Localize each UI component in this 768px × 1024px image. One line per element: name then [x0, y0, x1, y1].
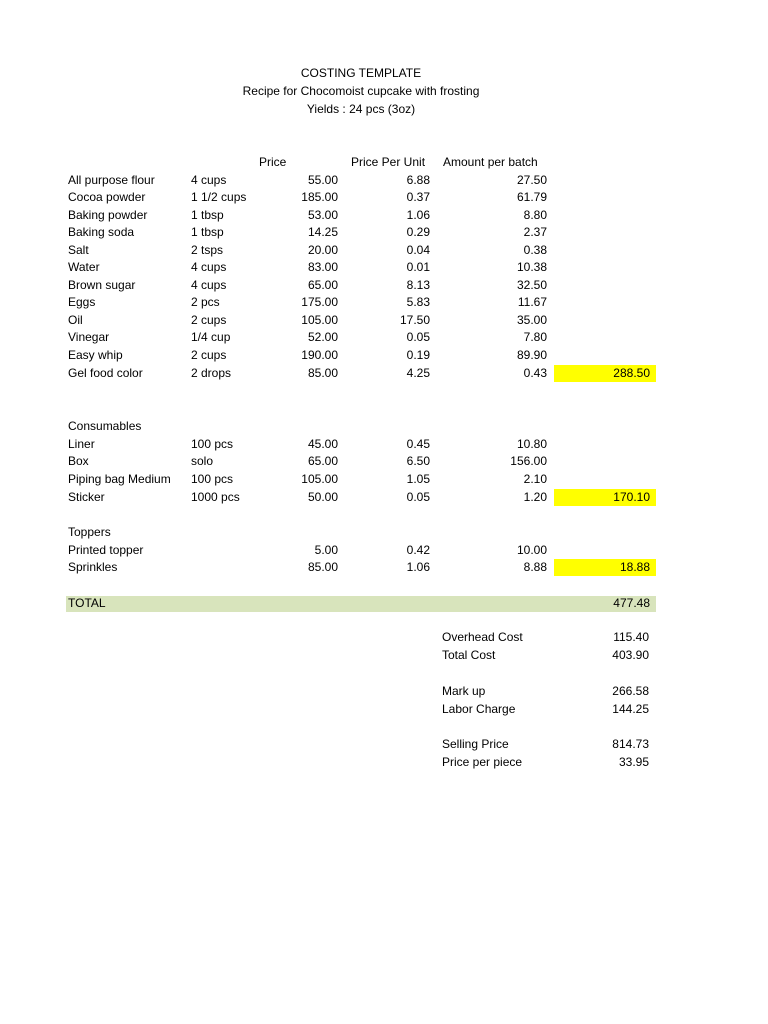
table-row [0, 207, 768, 224]
item-name: Piping bag Medium [68, 472, 171, 486]
item-qty: 4 cups [191, 278, 227, 292]
item-amount: 10.80 [516, 437, 547, 451]
table-row [0, 259, 768, 276]
summary-row [0, 647, 768, 664]
amount-per-batch-column-header: Amount per batch [443, 155, 538, 169]
item-amount: 32.50 [516, 278, 547, 292]
toppers-label: Toppers [68, 525, 111, 539]
item-amount: 8.88 [523, 560, 547, 574]
item-name: Salt [68, 243, 89, 257]
item-price: 83.00 [307, 260, 338, 274]
table-row [0, 277, 768, 294]
item-name: Vinegar [68, 330, 110, 344]
summary-row [0, 629, 768, 646]
item-amount: 89.90 [516, 348, 547, 362]
total-value: 477.48 [613, 596, 650, 610]
item-price-per-unit: 1.05 [406, 472, 430, 486]
item-name: Sticker [68, 490, 105, 504]
yields-line: Yields : 24 pcs (3oz) [306, 102, 416, 116]
item-price: 65.00 [307, 454, 338, 468]
table-row [0, 347, 768, 364]
item-price-per-unit: 0.45 [406, 437, 430, 451]
item-amount: 10.38 [516, 260, 547, 274]
column-header-row [0, 154, 768, 171]
item-price: 53.00 [307, 208, 338, 222]
item-price: 175.00 [301, 295, 338, 309]
ingredients-subtotal: 288.50 [554, 365, 656, 382]
item-amount: 2.10 [523, 472, 547, 486]
item-name: All purpose flour [68, 173, 155, 187]
item-amount: 1.20 [523, 490, 547, 504]
item-price-per-unit: 1.06 [406, 208, 430, 222]
item-name: Liner [68, 437, 95, 451]
item-name: Brown sugar [68, 278, 136, 292]
summary-label: Mark up [442, 684, 486, 698]
toppers-subtotal: 18.88 [554, 559, 656, 576]
item-price-per-unit: 6.50 [406, 454, 430, 468]
summary-value: 814.73 [612, 737, 649, 751]
table-row [0, 559, 768, 576]
item-price: 55.00 [307, 173, 338, 187]
item-amount: 0.43 [523, 366, 547, 380]
table-row [0, 365, 768, 382]
price-per-unit-column-header: Price Per Unit [351, 155, 426, 169]
total-label: TOTAL [68, 596, 106, 610]
item-qty: 1 tbsp [191, 208, 224, 222]
table-row [0, 189, 768, 206]
item-qty: 100 pcs [191, 437, 234, 451]
item-name: Water [68, 260, 100, 274]
item-price: 20.00 [307, 243, 338, 257]
item-price-per-unit: 4.25 [406, 366, 430, 380]
item-price: 105.00 [301, 313, 338, 327]
table-row [0, 242, 768, 259]
item-amount: 7.80 [523, 330, 547, 344]
sheet-title: COSTING TEMPLATE [300, 66, 422, 80]
item-amount: 0.38 [523, 243, 547, 257]
item-price-per-unit: 0.05 [406, 330, 430, 344]
item-amount: 156.00 [510, 454, 547, 468]
item-qty: 1 tbsp [191, 225, 224, 239]
item-price-per-unit: 0.19 [406, 348, 430, 362]
item-qty: solo [191, 454, 214, 468]
summary-value: 33.95 [618, 755, 649, 769]
item-qty: 1 1/2 cups [191, 190, 247, 204]
item-amount: 2.37 [523, 225, 547, 239]
item-price-per-unit: 6.88 [406, 173, 430, 187]
table-row [0, 542, 768, 559]
item-amount: 11.67 [517, 295, 547, 309]
item-name: Printed topper [68, 543, 144, 557]
table-row [0, 224, 768, 241]
item-price-per-unit: 0.42 [406, 543, 430, 557]
item-amount: 27.50 [516, 173, 547, 187]
item-price: 65.00 [307, 278, 338, 292]
summary-row [0, 683, 768, 700]
item-price-per-unit: 0.01 [406, 260, 430, 274]
summary-value: 115.40 [613, 630, 649, 644]
item-price-per-unit: 17.50 [399, 313, 430, 327]
table-row [0, 453, 768, 470]
summary-row [0, 754, 768, 771]
item-name: Easy whip [68, 348, 123, 362]
item-price: 105.00 [301, 472, 338, 486]
item-qty: 2 cups [191, 313, 227, 327]
item-price: 5.00 [314, 543, 338, 557]
item-name: Box [68, 454, 89, 468]
item-qty: 2 tsps [191, 243, 224, 257]
item-price: 190.00 [301, 348, 338, 362]
summary-value: 403.90 [612, 648, 649, 662]
table-row [0, 294, 768, 311]
item-price: 14.25 [307, 225, 338, 239]
table-row [0, 172, 768, 189]
item-price-per-unit: 0.37 [406, 190, 430, 204]
recipe-title: Recipe for Chocomoist cupcake with frosting [242, 84, 480, 98]
item-qty: 100 pcs [191, 472, 234, 486]
item-amount: 61.79 [516, 190, 547, 204]
item-amount: 35.00 [516, 313, 547, 327]
item-qty: 2 cups [191, 348, 227, 362]
item-name: Baking powder [68, 208, 148, 222]
item-price-per-unit: 0.05 [406, 490, 430, 504]
summary-value: 144.25 [612, 702, 649, 716]
summary-label: Labor Charge [442, 702, 516, 716]
item-price: 50.00 [307, 490, 338, 504]
item-price-per-unit: 0.04 [406, 243, 430, 257]
item-amount: 10.00 [516, 543, 547, 557]
consumables-label: Consumables [68, 419, 142, 433]
summary-label: Total Cost [442, 648, 496, 662]
table-row [0, 436, 768, 453]
item-price-per-unit: 5.83 [406, 295, 430, 309]
item-price: 85.00 [307, 366, 338, 380]
item-name: Eggs [68, 295, 96, 309]
item-price: 45.00 [307, 437, 338, 451]
item-qty: 1/4 cup [191, 330, 231, 344]
summary-row [0, 736, 768, 753]
item-qty: 4 cups [191, 260, 227, 274]
table-row [0, 489, 768, 506]
section-header [0, 524, 768, 541]
total-row [0, 595, 768, 612]
item-price-per-unit: 0.29 [406, 225, 430, 239]
item-qty: 2 drops [191, 366, 232, 380]
item-price: 52.00 [307, 330, 338, 344]
table-row [0, 471, 768, 488]
item-price-per-unit: 1.06 [406, 560, 430, 574]
item-name: Sprinkles [68, 560, 118, 574]
item-name: Gel food color [68, 366, 143, 380]
item-qty: 4 cups [191, 173, 227, 187]
item-price-per-unit: 8.13 [406, 278, 430, 292]
item-amount: 8.80 [523, 208, 547, 222]
item-name: Oil [68, 313, 83, 327]
consumables-subtotal: 170.10 [554, 489, 656, 506]
item-name: Baking soda [68, 225, 135, 239]
table-row [0, 312, 768, 329]
item-name: Cocoa powder [68, 190, 146, 204]
section-header [0, 418, 768, 435]
item-price: 85.00 [307, 560, 338, 574]
item-price: 185.00 [301, 190, 338, 204]
summary-label: Price per piece [442, 755, 523, 769]
summary-value: 266.58 [612, 684, 649, 698]
item-qty: 2 pcs [191, 295, 220, 309]
summary-row [0, 701, 768, 718]
summary-label: Selling Price [442, 737, 509, 751]
price-column-header: Price [259, 155, 287, 169]
item-qty: 1000 pcs [191, 490, 240, 504]
table-row [0, 329, 768, 346]
summary-label: Overhead Cost [442, 630, 523, 644]
